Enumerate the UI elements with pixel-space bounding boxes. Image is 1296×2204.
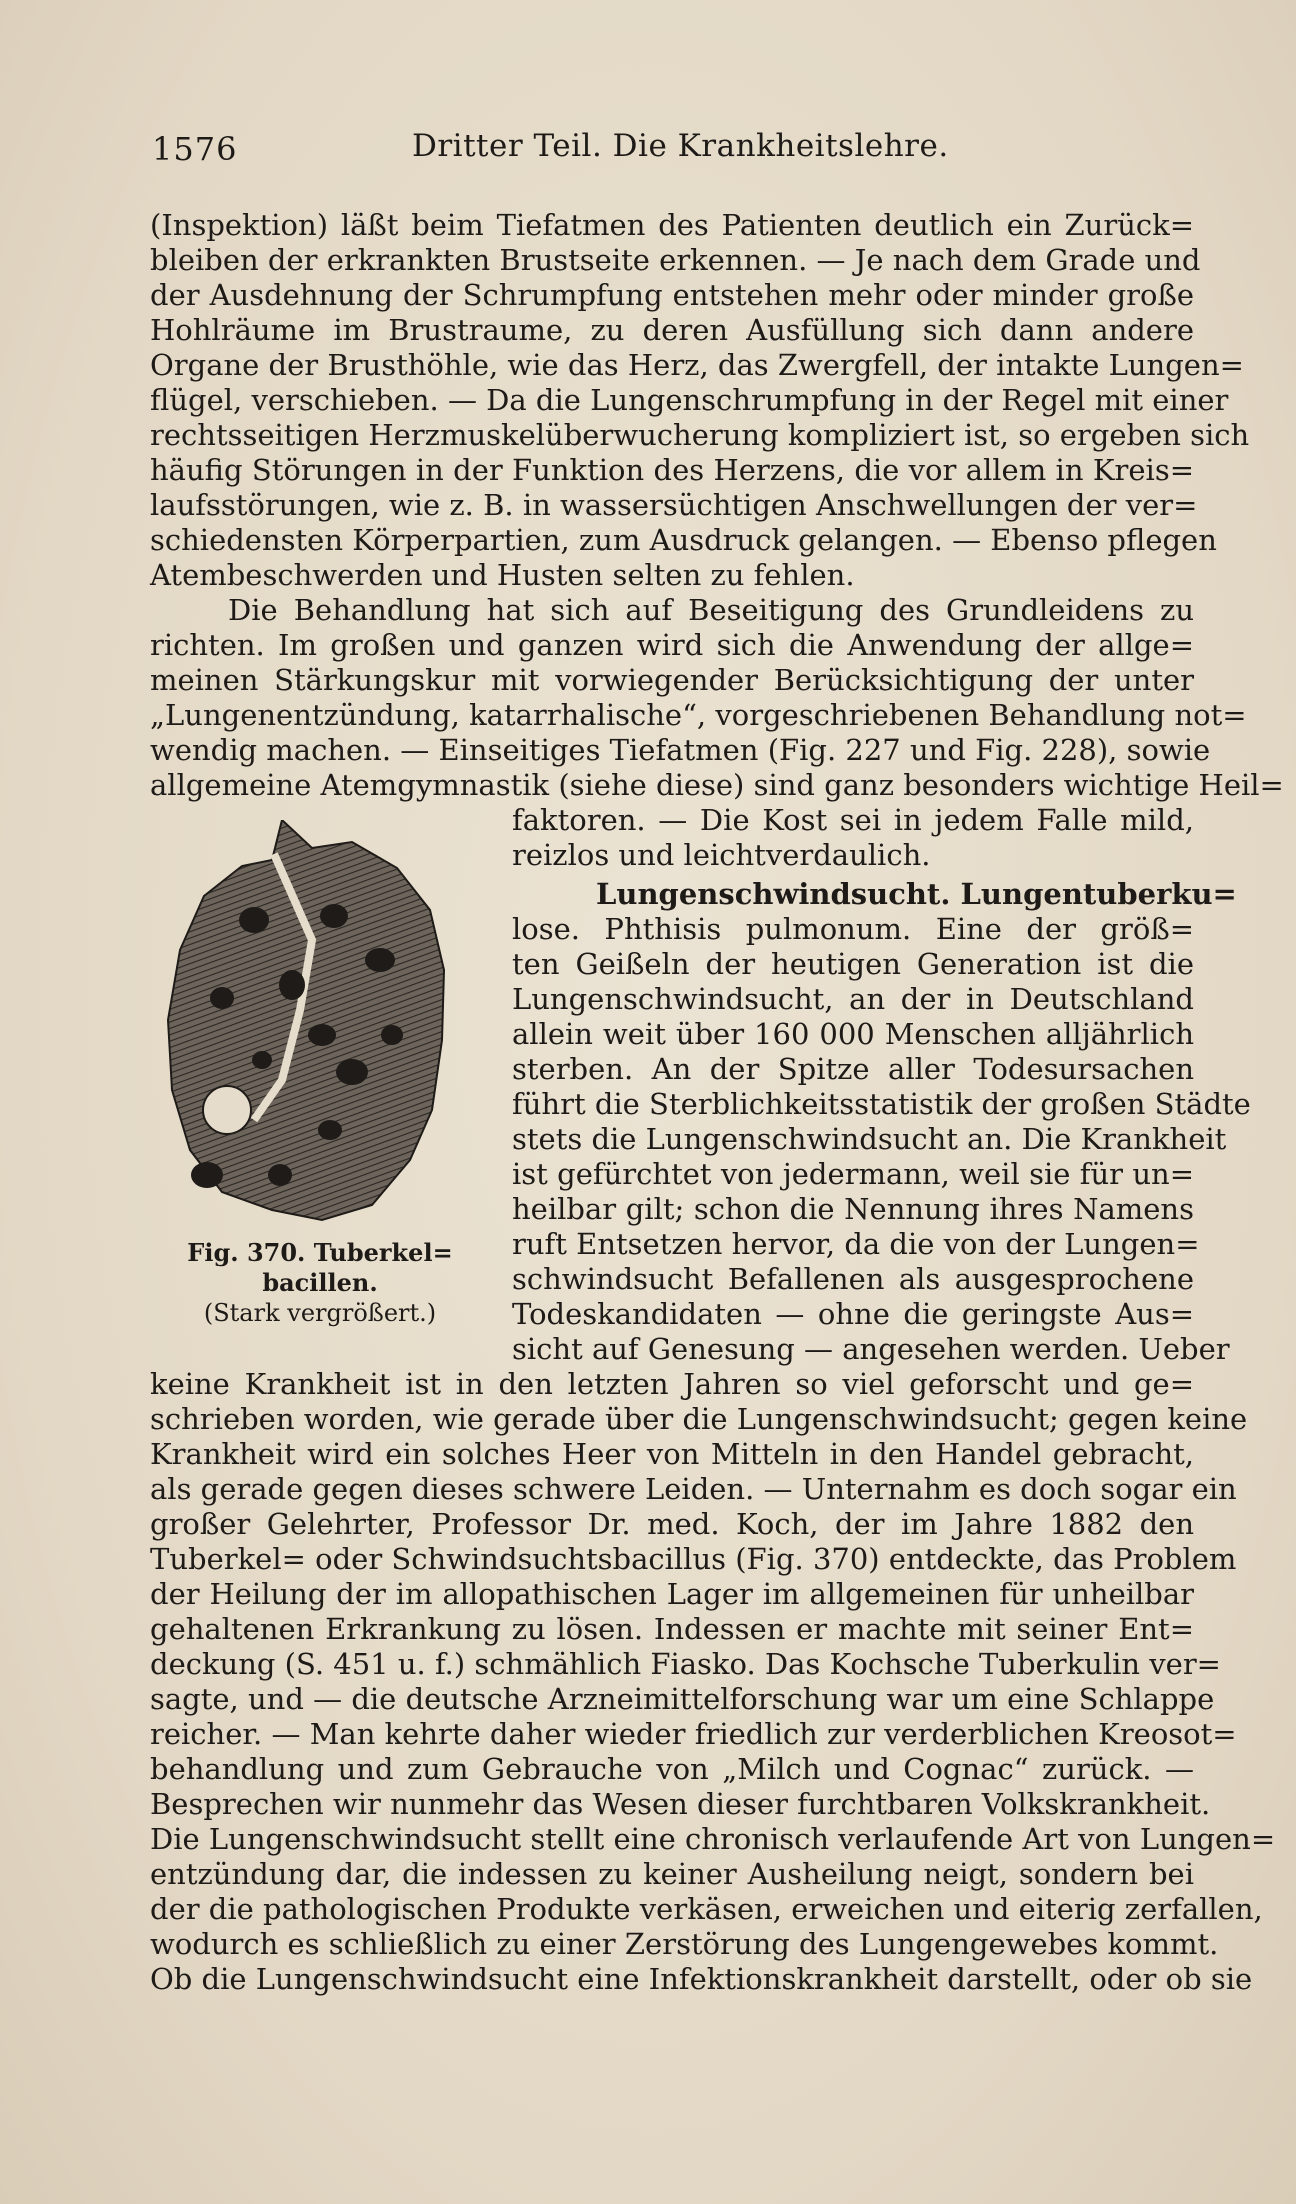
figure-caption-note: (Stark vergrößert.) (203, 1299, 437, 1327)
text-line: der Heilung der im allopathischen Lager im allgemeinen für unheilbar (150, 1577, 1194, 1611)
text-line: großer Gelehrter, Professor Dr. med. Koch, der im Jahre 1882 den (150, 1507, 1194, 1541)
figure-caption: bacillen. (262, 1268, 378, 1297)
text-line: wendig machen. — Einseitiges Tiefatmen (Fig. 227 und Fig. 228), sowie (150, 733, 1211, 767)
text-line: führt die Sterblichkeitsstatistik der großen Städte (512, 1087, 1251, 1121)
cell-nucleus (268, 1164, 292, 1186)
figure-caption: Fig. 370. Tuberkel= (187, 1238, 453, 1267)
text-line: entzündung dar, die indessen zu keiner Ausheilung neigt, sondern bei (150, 1857, 1194, 1891)
text-line: allgemeine Atemgymnastik (siehe diese) sind ganz besonders wichtige Heil= (150, 768, 1284, 802)
paragraph-end-line: Atembeschwerden und Husten selten zu fehlen. (150, 558, 855, 592)
paragraph-start-line: Die Behandlung hat sich auf Beseitigung des Grundleidens zu (228, 593, 1194, 627)
text-line: sicht auf Genesung — angesehen werden. Ueber (512, 1332, 1230, 1366)
cavity (203, 1086, 251, 1134)
cell-nucleus (308, 1024, 336, 1046)
cell-nucleus (318, 1120, 342, 1140)
text-line: meinen Stärkungskur mit vorwiegender Berücksichtigung der unter (150, 663, 1194, 697)
text-line: (Inspektion) läßt beim Tiefatmen des Patienten deutlich ein Zurück= (150, 208, 1194, 242)
text-line: der die pathologischen Produkte verkäsen, erweichen und eiterig zerfallen, (150, 1892, 1263, 1926)
page-header (150, 126, 1198, 172)
text-line: ruft Entsetzen hervor, da die von der Lungen= (512, 1227, 1200, 1261)
text-line: sagte, und — die deutsche Arzneimittelforschung war um eine Schlappe (150, 1682, 1215, 1716)
text-line: häufig Störungen in der Funktion des Herzens, die vor allem in Kreis= (150, 453, 1194, 487)
figure-tuberkel-bacillen (150, 820, 490, 1327)
text-line: laufsstörungen, wie z. B. in wassersüchtigen Anschwellungen der ver= (150, 488, 1198, 522)
text-line: schiedensten Körperpartien, zum Ausdruck gelangen. — Ebenso pflegen (150, 523, 1217, 557)
text-line: als gerade gegen dieses schwere Leiden. — Unternahm es doch sogar ein (150, 1472, 1237, 1506)
section-heading: Lungenschwindsucht. Lungentuberku= (596, 877, 1237, 911)
text-line: ist gefürchtet von jedermann, weil sie für un= (512, 1157, 1194, 1191)
cell-nucleus (239, 907, 269, 933)
text-line: Organe der Brusthöhle, wie das Herz, das Zwergfell, der intakte Lungen= (150, 348, 1244, 382)
cell-nucleus (365, 948, 395, 972)
cell-nucleus (191, 1162, 223, 1188)
page-number: 1576 (152, 130, 238, 168)
cell-nucleus (381, 1025, 403, 1045)
text-line: Krankheit wird ein solches Heer von Mitteln in den Handel gebracht, (150, 1437, 1194, 1471)
text-line: flügel, verschieben. — Da die Lungenschrumpfung in der Regel mit einer (150, 383, 1229, 417)
text-line: behandlung und zum Gebrauche von „Milch und Cognac“ zurück. — (150, 1752, 1194, 1786)
text-line: heilbar gilt; schon die Nennung ihres Namens (512, 1192, 1194, 1226)
text-line: Tuberkel= oder Schwindsuchtsbacillus (Fig. 370) entdeckte, das Problem (150, 1542, 1237, 1576)
text-line: deckung (S. 451 u. f.) schmählich Fiasko. Das Kochsche Tuberkulin ver= (150, 1647, 1221, 1681)
cell-nucleus (336, 1059, 368, 1085)
cell-nucleus (210, 987, 234, 1009)
text-line: Die Lungenschwindsucht stellt eine chronisch verlaufende Art von Lungen= (150, 1822, 1276, 1856)
text-line: faktoren. — Die Kost sei in jedem Falle mild, (512, 803, 1194, 837)
text-line: schwindsucht Befallenen als ausgesprochene (512, 1262, 1194, 1296)
text-line: sterben. An der Spitze aller Todesursachen (512, 1052, 1194, 1086)
text-line: ten Geißeln der heutigen Generation ist die (512, 947, 1194, 981)
bacilli-illustration (162, 820, 472, 1225)
section-heading-continued: lose. Phthisis pulmonum. Eine der größ= (512, 912, 1194, 946)
text-line: „Lungenentzündung, katarrhalische“, vorgeschriebenen Behandlung not= (150, 698, 1247, 732)
text-line: rechtsseitigen Herzmuskelüberwucherung kompliziert ist, so ergeben sich (150, 418, 1250, 452)
running-head: Dritter Teil. Die Krankheitslehre. (412, 128, 949, 164)
text-line: reicher. — Man kehrte daher wieder friedlich zur verderblichen Kreosot= (150, 1717, 1237, 1751)
cell-nucleus (252, 1051, 272, 1069)
text-line: Ob die Lungenschwindsucht eine Infektionskrankheit darstellt, oder ob sie (150, 1962, 1253, 1996)
text-line: Hohlräume im Brustraume, zu deren Ausfüllung sich dann andere (150, 313, 1194, 347)
text-line: gehaltenen Erkrankung zu lösen. Indessen er machte mit seiner Ent= (150, 1612, 1194, 1646)
text-line: richten. Im großen und ganzen wird sich die Anwendung der allge= (150, 628, 1194, 662)
cell-nucleus (320, 904, 348, 928)
text-line: Besprechen wir nunmehr das Wesen dieser furchtbaren Volkskrankheit. (150, 1787, 1211, 1821)
text-line: Todeskandidaten — ohne die geringste Aus= (512, 1297, 1194, 1331)
text-line: allein weit über 160 000 Menschen alljährlich (512, 1017, 1194, 1051)
text-line: stets die Lungenschwindsucht an. Die Krankheit (512, 1122, 1227, 1156)
text-line: keine Krankheit ist in den letzten Jahren so viel geforscht und ge= (150, 1367, 1194, 1401)
text-line: bleiben der erkrankten Brustseite erkennen. — Je nach dem Grade und (150, 243, 1201, 277)
cell-nucleus (279, 970, 305, 1000)
text-line: wodurch es schließlich zu einer Zerstörung des Lungengewebes kommt. (150, 1927, 1219, 1961)
text-line: schrieben worden, wie gerade über die Lungenschwindsucht; gegen keine (150, 1402, 1248, 1436)
paragraph-end-line: reizlos und leichtverdaulich. (512, 838, 931, 872)
text-line: der Ausdehnung der Schrumpfung entstehen mehr oder minder große (150, 278, 1194, 312)
text-line: Lungenschwindsucht, an der in Deutschland (512, 982, 1194, 1016)
